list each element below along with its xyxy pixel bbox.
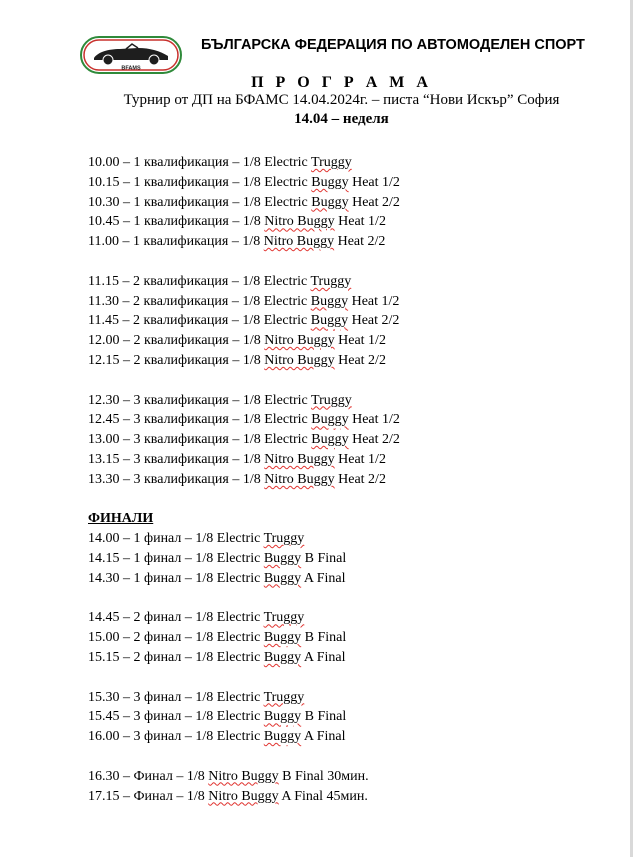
document-subtitle: Турнир от ДП на БФАМС 14.04.2024г. – писта “Нови Искър” София [123,92,560,108]
row-heat: Heat 2/2 [352,432,400,448]
row-time: 13.30 [88,471,120,487]
finals-group [88,767,608,807]
row-category: Buggy [311,432,349,448]
document-title: П Р О Г Р А М А [251,74,432,91]
row-class: 1/8 Electric [242,273,308,289]
row-time: 10.15 [88,174,120,190]
schedule-row: 11.00 – 1 квалификация – 1/8 Nitro Buggy Heat 2/2 [88,234,386,250]
row-time: 12.00 [88,333,120,349]
row-class: 1/8 [186,768,205,784]
schedule-row: 11.30 – 2 квалификация – 1/8 Electric Buggy Heat 1/2 [88,293,400,309]
schedule-row: 13.30 – 3 квалификация – 1/8 Nitro Buggy Heat 2/2 [88,471,386,487]
row-category: Truggy [263,689,305,705]
row-time: 12.15 [88,352,120,368]
row-class: 1/8 Electric [242,293,308,309]
row-class: 1/8 Electric [195,570,261,586]
row-heat: Heat 1/2 [338,451,386,467]
organization-name: БЪЛГАРСКА ФЕДЕРАЦИЯ ПО АВТОМОДЕЛЕН СПОРТ [201,37,585,53]
row-category: Truggy [311,392,352,408]
row-session: 3 финал [133,729,182,745]
qualifications-section [88,153,608,490]
row-category: Nitro Buggy [264,214,335,230]
schedule-row: 14.30 – 1 финал – 1/8 Electric Buggy A Final [88,570,346,586]
row-category: Buggy [310,293,349,309]
row-session: 2 квалификация [133,333,229,349]
row-session: 2 квалификация [132,293,229,309]
row-category: Nitro Buggy [264,451,335,467]
row-class: 1/8 Electric [242,432,308,448]
row-heat: Heat 1/2 [338,214,386,230]
row-session: 3 квалификация [133,392,229,408]
row-heat: B Final [304,550,347,566]
schedule-row: 10.30 – 1 квалификация – 1/8 Electric Buggy Heat 2/2 [88,194,400,210]
schedule-row: 13.15 – 3 квалификация – 1/8 Nitro Buggy Heat 1/2 [88,451,386,467]
row-time: 11.15 [88,273,119,289]
row-heat: Heat 2/2 [337,234,386,250]
row-heat: Heat 1/2 [352,174,400,190]
schedule-row: 12.45 – 3 квалификация – 1/8 Electric Buggy Heat 1/2 [88,412,400,428]
row-heat: Heat 1/2 [351,293,400,309]
row-heat: Heat 2/2 [351,313,400,329]
row-category: Nitro Buggy [263,234,335,250]
logo-text: BFAMS [121,65,141,72]
row-category: Buggy [311,194,349,210]
row-class: 1/8 Electric [242,392,308,408]
schedule-row: 16.00 – 3 финал – 1/8 Electric Buggy A Final [88,729,346,745]
row-class: 1/8 [242,234,261,250]
row-heat: Heat 1/2 [338,333,386,349]
row-session: 3 квалификация [133,412,229,428]
row-session: 1 квалификация [133,194,229,210]
schedule-row: 15.15 – 2 финал – 1/8 Electric Buggy A Final [88,649,346,665]
event-date: 14.04 – неделя [294,111,389,127]
row-time: 10.30 [88,194,120,210]
row-time: 10.45 [88,214,120,230]
row-session: 3 финал [133,709,182,725]
row-class: 1/8 Electric [195,709,261,725]
row-time: 12.45 [88,412,120,428]
row-category: Buggy [263,550,302,566]
row-session: 2 финал [133,649,182,665]
row-session: 3 квалификация [133,471,229,487]
qualifications-group [88,272,608,371]
schedule-row: 12.15 – 2 квалификация – 1/8 Nitro Buggy Heat 2/2 [88,352,386,368]
bfams-logo [80,36,182,74]
row-session: 3 квалификация [133,432,229,448]
row-heat: B Final 30мин. [282,768,369,784]
row-class: 1/8 Electric [242,313,308,329]
schedule-row: 11.45 – 2 квалификация – 1/8 Electric Buggy Heat 2/2 [88,313,400,329]
schedule-row: 12.30 – 3 квалификация – 1/8 Electric Truggy [88,392,352,408]
row-session: 2 финал [133,610,182,626]
row-category: Truggy [310,273,352,289]
row-session: 1 квалификация [133,174,229,190]
row-session: 1 квалификация [133,155,229,170]
row-class: 1/8 [242,352,261,368]
row-class: 1/8 Electric [242,412,308,428]
row-class: 1/8 Electric [242,155,308,170]
row-category: Buggy [311,412,349,428]
row-time: 11.45 [88,313,119,329]
row-session: 1 квалификация [132,234,229,250]
row-session: 1 финал [133,570,182,586]
row-heat: B Final [304,630,347,646]
finals-heading: ФИНАЛИ [88,511,154,527]
row-session: Финал [133,788,173,804]
row-session: 1 финал [133,531,182,547]
row-class: 1/8 [242,333,261,349]
schedule-row: 15.00 – 2 финал – 1/8 Electric Buggy B Final [88,630,347,646]
row-category: Truggy [311,155,352,170]
row-class: 1/8 Electric [195,729,261,745]
row-class: 1/8 Electric [195,531,261,547]
row-time: 16.30 [88,768,120,784]
row-class: 1/8 [186,788,205,804]
schedule-row: 10.45 – 1 квалификация – 1/8 Nitro Buggy Heat 1/2 [88,214,386,230]
row-class: 1/8 Electric [242,174,308,190]
schedule-row: 11.15 – 2 квалификация – 1/8 Electric Truggy [88,273,352,289]
row-session: 2 квалификация [132,273,229,289]
row-category: Buggy [311,174,349,190]
row-session: 3 финал [133,689,182,705]
row-time: 11.30 [88,293,119,309]
row-time: 13.15 [88,451,120,467]
row-class: 1/8 Electric [242,194,308,210]
row-time: 10.00 [88,155,120,170]
qualifications-group [88,391,608,490]
row-session: 2 финал [133,630,182,646]
schedule-row: 13.00 – 3 квалификация – 1/8 Electric Buggy Heat 2/2 [88,432,400,448]
row-heat: Heat 2/2 [352,194,400,210]
schedule-row: 15.30 – 3 финал – 1/8 Electric Truggy [88,689,305,705]
row-session: 2 квалификация [133,352,229,368]
row-category: Truggy [263,531,305,547]
qualifications-group [88,153,608,252]
row-class: 1/8 [242,451,261,467]
row-category: Buggy [310,313,349,329]
schedule-row: 10.00 – 1 квалификация – 1/8 Electric Truggy [88,155,352,170]
row-time: 15.00 [88,630,120,646]
row-class: 1/8 Electric [195,610,261,626]
row-heat: A Final [303,729,346,745]
row-category: Nitro Buggy [264,471,335,487]
row-class: 1/8 [242,471,261,487]
row-category: Buggy [263,630,302,646]
row-category: Buggy [263,649,302,665]
row-category: Buggy [263,729,302,745]
row-heat: Heat 2/2 [338,352,386,368]
row-time: 13.00 [88,432,120,448]
row-class: 1/8 Electric [195,649,261,665]
row-heat: A Final 45мин. [281,788,368,804]
row-session: 1 квалификация [133,214,229,230]
row-time: 15.15 [88,649,120,665]
row-category: Truggy [263,610,305,626]
row-category: Nitro Buggy [208,788,279,804]
finals-group [88,529,608,588]
row-session: 3 квалификация [133,451,229,467]
row-heat: A Final [303,570,346,586]
row-heat: Heat 2/2 [338,471,386,487]
row-time: 11.00 [88,234,119,250]
row-time: 16.00 [88,729,120,745]
schedule-row: 14.15 – 1 финал – 1/8 Electric Buggy B Final [88,550,347,566]
row-category: Nitro Buggy [264,333,335,349]
finals-group [88,608,608,667]
row-class: 1/8 Electric [195,630,261,646]
row-class: 1/8 Electric [195,689,261,705]
row-time: 14.30 [88,570,120,586]
row-class: 1/8 [242,214,261,230]
row-heat: Heat 1/2 [352,412,400,428]
schedule-row: 10.15 – 1 квалификация – 1/8 Electric Buggy Heat 1/2 [88,174,400,190]
row-category: Buggy [263,709,302,725]
row-category: Nitro Buggy [264,352,335,368]
row-time: 15.45 [88,709,120,725]
schedule-row: 16.30 – Финал – 1/8 Nitro Buggy B Final 30мин. [88,768,369,784]
row-session: 2 квалификация [132,313,229,329]
schedule [88,153,608,826]
row-heat: B Final [304,709,347,725]
row-category: Buggy [263,570,302,586]
row-time: 14.00 [88,531,120,547]
row-time: 17.15 [88,788,120,804]
row-time: 14.45 [88,610,120,626]
row-session: Финал [133,768,173,784]
row-time: 12.30 [88,392,120,408]
row-category: Nitro Buggy [208,768,279,784]
finals-group [88,688,608,747]
finals-section [88,529,608,806]
schedule-row: 12.00 – 2 квалификация – 1/8 Nitro Buggy Heat 1/2 [88,333,386,349]
schedule-row: 14.00 – 1 финал – 1/8 Electric Truggy [88,531,305,547]
row-heat: A Final [303,649,346,665]
row-time: 15.30 [88,689,120,705]
row-class: 1/8 Electric [195,550,261,566]
schedule-row: 15.45 – 3 финал – 1/8 Electric Buggy B Final [88,709,347,725]
schedule-row: 17.15 – Финал – 1/8 Nitro Buggy A Final 45мин. [88,788,368,804]
row-time: 14.15 [88,550,120,566]
schedule-row: 14.45 – 2 финал – 1/8 Electric Truggy [88,610,305,626]
row-session: 1 финал [133,550,182,566]
